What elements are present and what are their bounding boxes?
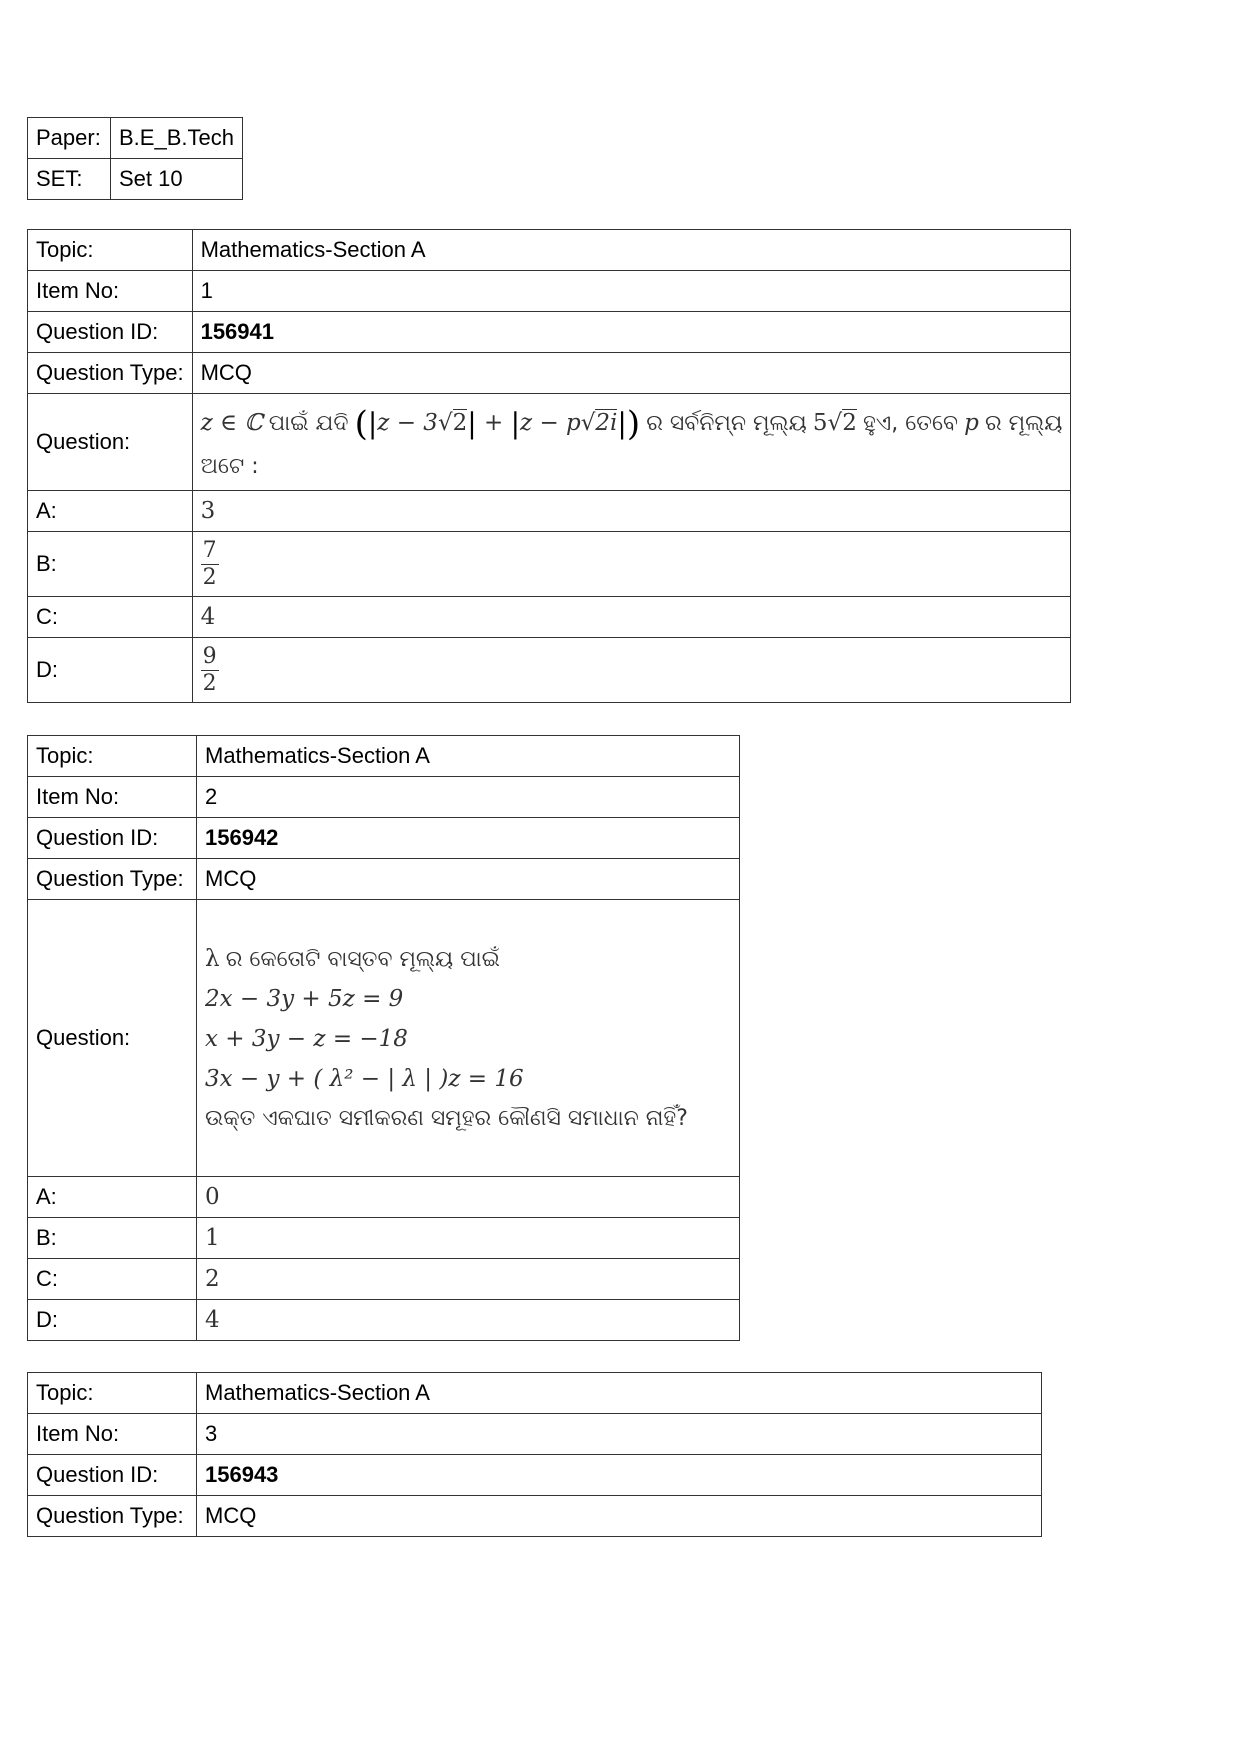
topic-row [28,1373,1042,1414]
item-2-table [27,735,740,1341]
option-b-num: 7 [202,538,217,563]
option-d-fraction [201,644,219,697]
expr-part2: z − p [520,410,581,437]
topic-row [28,230,1071,271]
question-odia-3: ହୁଏ, ତେବେ [862,411,958,437]
option-c-label: C: [28,597,193,638]
item-no-label: Item No: [28,777,197,818]
option-b-row [28,532,1071,597]
option-a-value: 0 [197,1177,740,1218]
option-a-value: 3 [192,491,1071,532]
question-label: Question: [28,900,197,1177]
topic-label: Topic: [28,736,197,777]
question-id-row [28,818,740,859]
option-b-value: 1 [197,1218,740,1259]
question-id-label: Question ID: [28,818,197,859]
option-d-value [192,638,1071,703]
option-a-row [28,1177,740,1218]
paper-info-table [27,117,243,200]
question-type-row [28,353,1071,394]
topic-value: Mathematics-Section A [197,736,740,777]
question-id-value: 156941 [192,312,1071,353]
option-d-den: 2 [202,671,217,696]
question-odia-5: ଅଟେ : [200,453,259,479]
topic-value: Mathematics-Section A [197,1373,1042,1414]
set-value: Set 10 [111,159,243,200]
item-no-row [28,1414,1042,1455]
option-c-row [28,1259,740,1300]
value-rad: 2 [842,410,857,437]
question-line-1-text: ର କେତୋଟି ବାସ୍ତବ ମୂଲ୍ୟ ପାଇଁ [225,946,500,972]
paper-value: B.E_B.Tech [111,118,243,159]
question-type-row [28,1496,1042,1537]
option-b-label: B: [28,1218,197,1259]
topic-label: Topic: [28,230,193,271]
paren-open: ( [354,404,368,445]
item-no-value: 1 [192,271,1071,312]
var-p: p [964,410,979,437]
item-3-table [27,1372,1042,1537]
question-type-label: Question Type: [28,353,193,394]
topic-row [28,736,740,777]
option-b-label: B: [28,532,193,597]
question-type-row [28,859,740,900]
item-no-label: Item No: [28,271,193,312]
item-no-label: Item No: [28,1414,197,1455]
option-c-row [28,597,1071,638]
question-type-value: MCQ [192,353,1071,394]
option-a-label: A: [28,491,193,532]
question-line-5: ଉକ୍ତ ଏକଘାତ ସମୀକରଣ ସମୂହର କୌଣସି ସମାଧାନ ନାହିଁ? [205,1105,688,1131]
set-row [28,159,243,200]
question-id-value: 156943 [197,1455,1042,1496]
question-type-value: MCQ [197,859,740,900]
option-c-value: 2 [197,1259,740,1300]
question-line-1 [205,946,731,972]
question-odia-2: ର ସର୍ବନିମ୍ନ ମୂଲ୍ୟ [646,411,807,437]
value-coef: 5 [812,410,828,437]
topic-label: Topic: [28,1373,197,1414]
question-id-label: Question ID: [28,1455,197,1496]
item-1-table [27,229,1071,703]
item-no-value: 2 [197,777,740,818]
paper-row [28,118,243,159]
question-id-label: Question ID: [28,312,193,353]
question-id-value: 156942 [197,818,740,859]
equation-1: 2x − 3y + 5z = 9 [205,985,404,1012]
option-b-value [192,532,1071,597]
question-text: z ∈ ℂ ପାଇଁ ଯଦି (|z − 3√2| + |z − p√2i|) ର ସର୍ବନିମ୍ନ ମୂଲ୍ୟ 5√2 ହୁଏ, ତେବେ p ର ମୂଲ୍ୟ ଅଟେ : [192,394,1071,491]
question-row [28,900,740,1177]
item-no-row [28,271,1071,312]
option-d-label: D: [28,1300,197,1341]
question-id-row [28,1455,1042,1496]
equation-3: 3x − y + ( λ² − | λ | )z = 16 [205,1065,524,1092]
question-type-value: MCQ [197,1496,1042,1537]
item-no-value: 3 [197,1414,1042,1455]
expr-part1: z − 3 [377,410,438,437]
question-odia-4: ର ମୂଲ୍ୟ [984,411,1063,437]
option-b-den: 2 [202,565,217,590]
item-no-row [28,777,740,818]
question-type-label: Question Type: [28,859,197,900]
option-b-fraction [201,538,219,591]
expr-rad2: 2i [595,410,618,437]
question-lambda: λ [205,945,220,972]
option-a-label: A: [28,1177,197,1218]
question-row [28,394,1071,491]
equation-2: x + 3y − z = −18 [205,1025,408,1052]
paren-close: ) [626,404,641,445]
expr-rad1: 2 [452,410,468,437]
option-d-value: 4 [197,1300,740,1341]
question-id-row [28,312,1071,353]
question-text [197,900,740,1177]
option-d-row [28,1300,740,1341]
set-label: SET: [28,159,111,200]
question-type-label: Question Type: [28,1496,197,1537]
question-z-in-c: z ∈ ℂ [200,410,263,437]
paper-label: Paper: [28,118,111,159]
question-label: Question: [28,394,193,491]
option-d-row [28,638,1071,703]
option-c-label: C: [28,1259,197,1300]
topic-value: Mathematics-Section A [192,230,1071,271]
option-d-num: 9 [202,644,217,669]
option-c-value: 4 [192,597,1071,638]
option-a-row [28,491,1071,532]
question-odia-1: ପାଇଁ ଯଦି [268,411,349,437]
option-d-label: D: [28,638,193,703]
option-b-row [28,1218,740,1259]
